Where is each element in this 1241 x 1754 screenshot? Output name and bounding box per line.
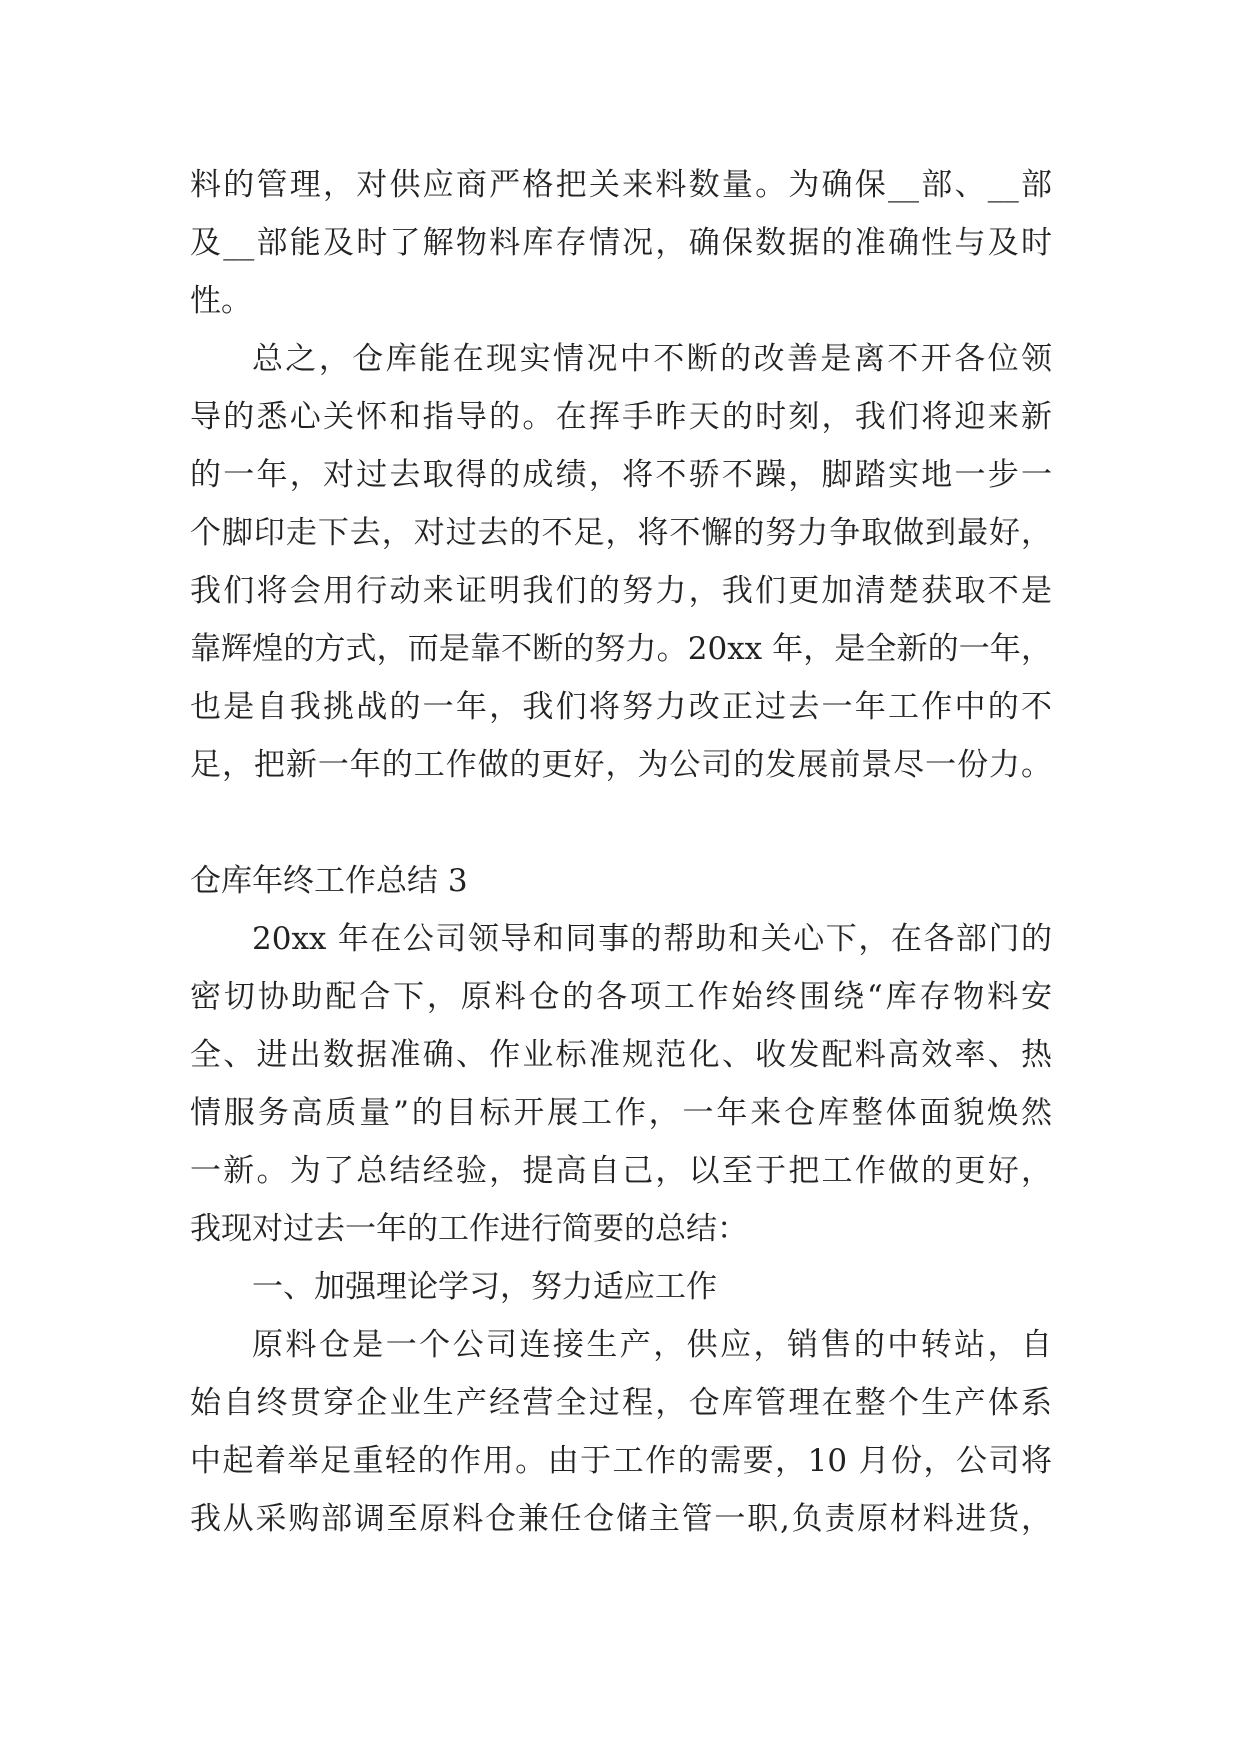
text-line: 20xx 年在公司领导和同事的帮助和关心下，在各部门的: [252, 921, 1052, 957]
text-line: 一新。为了总结经验，提高自己，以至于把工作做的更好，: [190, 1153, 1052, 1189]
section-heading: 仓库年终工作总结 3: [190, 863, 468, 899]
text-line: 料的管理，对供应商严格把关来料数量。为确保__部、__部: [190, 167, 1052, 203]
text-line: 情服务高质量”的目标开展工作，一年来仓库整体面貌焕然: [190, 1095, 1052, 1131]
document-page: [190, 156, 1052, 1548]
text-line: 性。: [190, 283, 252, 319]
text-line: 也是自我挑战的一年，我们将努力改正过去一年工作中的不: [190, 689, 1052, 725]
text-line: 全、进出数据准确、作业标准规范化、收发配料高效率、热: [190, 1037, 1052, 1073]
text-line: 我从采购部调至原料仓兼任仓储主管一职,负责原材料进货，: [190, 1501, 1052, 1537]
text-line: 靠辉煌的方式，而是靠不断的努力。20xx 年，是全新的一年，: [190, 631, 1052, 667]
text-line: 中起着举足重轻的作用。由于工作的需要，10 月份，公司将: [190, 1443, 1052, 1479]
text-line: 的一年，对过去取得的成绩，将不骄不躁，脚踏实地一步一: [190, 457, 1052, 493]
text-line: 导的悉心关怀和指导的。在挥手昨天的时刻，我们将迎来新: [190, 399, 1052, 435]
text-line: 总之，仓库能在现实情况中不断的改善是离不开各位领: [252, 341, 1052, 377]
subheading: 一、加强理论学习，努力适应工作: [252, 1269, 717, 1305]
text-line: 个脚印走下去，对过去的不足，将不懈的努力争取做到最好，: [190, 515, 1052, 551]
section-3-intro-paragraph: [190, 910, 1052, 1258]
text-line: 我们将会用行动来证明我们的努力，我们更加清楚获取不是: [190, 573, 1052, 609]
text-line: 我现对过去一年的工作进行简要的总结：: [190, 1211, 748, 1247]
section-3-body-paragraph: [190, 1316, 1052, 1548]
previous-section-paragraph-2: [190, 330, 1052, 794]
text-line: 及__部能及时了解物料库存情况，确保数据的准确性与及时: [190, 225, 1052, 261]
previous-section-paragraph-1: [190, 156, 1052, 330]
text-line: 始自终贯穿企业生产经营全过程，仓库管理在整个生产体系: [190, 1385, 1052, 1421]
text-line: 原料仓是一个公司连接生产，供应，销售的中转站，自: [252, 1327, 1052, 1363]
text-line: 足，把新一年的工作做的更好，为公司的发展前景尽一份力。: [190, 747, 1052, 783]
text-line: 密切协助配合下，原料仓的各项工作始终围绕“库存物料安: [190, 979, 1052, 1015]
